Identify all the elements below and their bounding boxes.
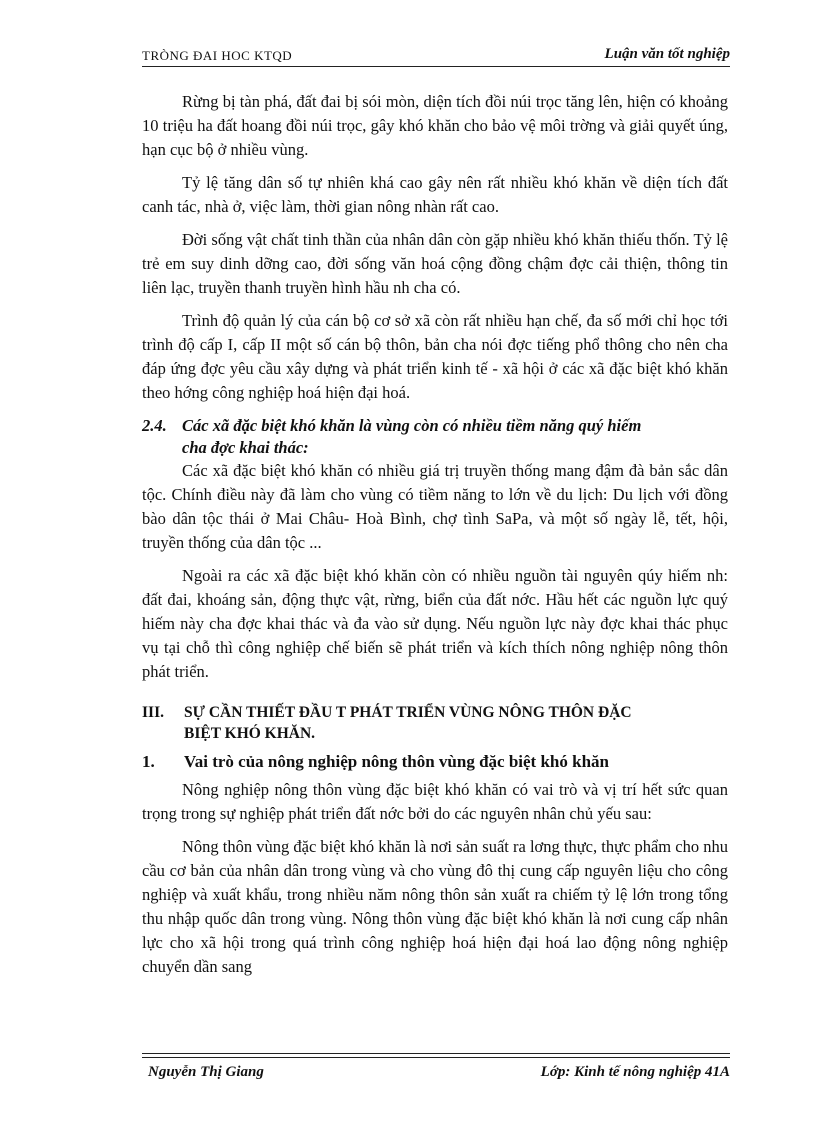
section-title-line2: cha đợc khai thác: <box>182 438 309 457</box>
section-title-line2: BIỆT KHÓ KHĂN. <box>184 725 316 742</box>
footer-author: Nguyễn Thị Giang <box>148 1064 264 1080</box>
paragraph: Tỷ lệ tăng dân số tự nhiên khá cao gây nên rất nhiều khó khăn về diện tích đất canh tác, nhà ở, việc làm, thời gian nông nhàn rất cao. <box>142 173 728 216</box>
page-header <box>142 46 730 68</box>
header-thesis-label: Luận văn tốt nghiệp <box>604 46 730 62</box>
footer-rule <box>142 1057 730 1058</box>
section-heading-2-4 <box>142 415 728 459</box>
section-title-line1: SỰ CẦN THIẾT ĐẦU T PHÁT TRIỂN VÙNG NÔNG THÔN ĐẶC <box>184 704 632 721</box>
section-heading-iii <box>142 702 728 744</box>
section-number: III. <box>142 704 164 721</box>
header-rule <box>142 66 730 67</box>
footer-class: Lớp: Kinh tế nông nghiệp 41A <box>540 1064 730 1080</box>
paragraph: Trình độ quản lý của cán bộ cơ sở xã còn rất nhiều hạn chế, đa số mới chỉ học tới trình độ cấp I, cấp II một số cán bộ thôn, bản cha nói đợc tiếng phổ thông cho nên cha đáp ứng đợc yêu cầu xây dựng và phát triển kinh tế - xã hội ở các xã đặc biệt khó khăn theo hớng công nghiệp hoá hiện đại hoá. <box>142 311 728 402</box>
page-body <box>142 90 728 988</box>
footer-rule <box>142 1053 730 1054</box>
section-title-line1: Các xã đặc biệt khó khăn là vùng còn có nhiều tiềm năng quý hiếm <box>182 416 642 435</box>
paragraph: Đời sống vật chất tinh thần của nhân dân còn gặp nhiều khó khăn thiếu thốn. Tỷ lệ trẻ em suy dinh dỡng cao, đời sống văn hoá cộng đồng chậm đợc cải thiện, thông tin liên lạc, truyền thanh truyền hình hầu nh cha có. <box>142 230 728 297</box>
section-title: Vai trò của nông nghiệp nông thôn vùng đặc biệt khó khăn <box>184 752 609 771</box>
section-heading-1 <box>142 750 728 774</box>
paragraph: Nông nghiệp nông thôn vùng đặc biệt khó khăn có vai trò và vị trí hết sức quan trọng trong sự nghiệp phát triển đất nớc bởi do các nguyên nhân chủ yếu sau: <box>142 780 728 823</box>
paragraph: Các xã đặc biệt khó khăn có nhiều giá trị truyền thống mang đậm đà bản sắc dân tộc. Chính điều này đã làm cho vùng có tiềm năng to lớn về du lịch: Du lịch với đồng bào dân tộc thái ở Mai Châu- Hoà Bình, chợ tình SaPa, và một số ngày lễ, tết, hội, truyền thống của dân tộc ... <box>142 461 728 552</box>
section-number: 2.4. <box>142 416 167 435</box>
paragraph: Rừng bị tàn phá, đất đai bị sói mòn, diện tích đồi núi trọc tăng lên, hiện có khoảng 10 triệu ha đất hoang đồi núi trọc, gây khó khăn cho bảo vệ môi trờng và giải quyết úng, hạn cục bộ ở nhiều vùng. <box>142 92 728 159</box>
paragraph: Nông thôn vùng đặc biệt khó khăn là nơi sản suất ra lơng thực, thực phẩm cho nhu cầu cơ bản của nhân dân trong vùng và cho vùng đô thị cung cấp nguyên liệu cho công nghiệp và xuất khẩu, trong nhiều năm nông thôn sản xuất ra chiếm tỷ lệ lớn trong tổng thu nhập quốc dân trong vùng. Nông thôn vùng đặc biệt khó khăn là nơi cung cấp nhân lực cho xã hội trong quá trình công nghiệp hoá hiện đại hoá lao động nông nghiệp chuyển dần sang <box>142 837 728 976</box>
header-school: TRÒNG ĐAI HOC KTQD <box>142 48 293 63</box>
section-number: 1. <box>142 752 155 771</box>
paragraph: Ngoài ra các xã đặc biệt khó khăn còn có nhiều nguồn tài nguyên qúy hiếm nh: đất đai, khoáng sản, động thực vật, rừng, biển của đất nớc. Hầu hết các nguồn lực quý hiếm này cha đợc khai thác và đa vào sử dụng. Nếu nguồn lực này đợc khai thác phục vụ tại chỗ thì công nghiệp chế biến sẽ phát triển và kích thích nông nghiệp nông thôn phát triển. <box>142 566 728 681</box>
